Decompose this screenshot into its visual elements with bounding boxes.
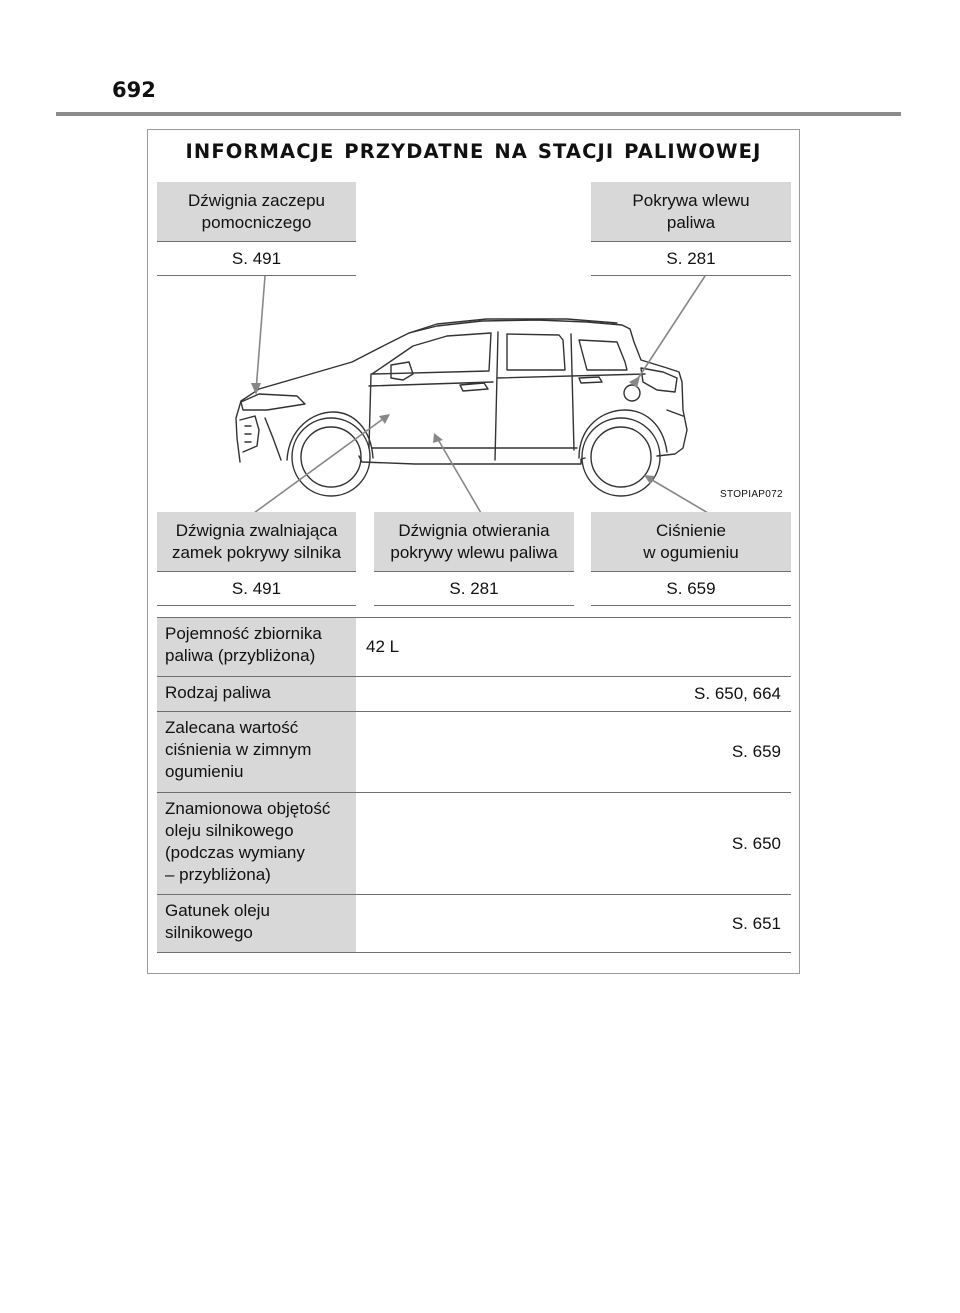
spec-value: S. 659	[731, 742, 781, 761]
spec-table	[157, 617, 791, 953]
callout-fuel-door-opener-page: S. 281	[374, 572, 574, 606]
callout-fuel-door-opener-label: Dźwignia otwierania pokrywy wlewu paliwa	[390, 520, 558, 562]
callout-tire-pressure-page: S. 659	[591, 572, 791, 606]
callout-aux-catch-lever-label: Dźwignia zaczepu pomocniczego	[187, 190, 325, 232]
spec-value: S. 650	[731, 833, 781, 853]
callout-aux-catch-lever-page: S. 491	[157, 242, 356, 276]
callout-tire-pressure	[591, 512, 791, 572]
spec-row-fuel-type	[157, 677, 791, 712]
callout-hood-release-lever-page: S. 491	[157, 572, 356, 606]
callout-fuel-door	[591, 182, 791, 242]
spec-row-fuel-capacity	[157, 618, 791, 677]
spec-value: S. 650, 664	[694, 684, 781, 703]
callout-hood-release-lever	[157, 512, 356, 572]
spec-label: Znamionowa objętość oleju silnikowego (podczas wymiany – przybliżona)	[157, 793, 356, 894]
spec-label: Zalecana wartość ciśnienia w zimnym ogumieniu	[157, 712, 356, 792]
spec-value: S. 651	[731, 913, 781, 933]
callout-aux-catch-lever	[157, 182, 356, 242]
panel-title: INFORMACJE PRZYDATNE NA STACJI PALIWOWEJ	[185, 140, 762, 163]
callout-fuel-door-opener	[374, 512, 574, 572]
callout-tire-pressure-label: Ciśnienie w ogumieniu	[643, 520, 739, 562]
spec-label: Gatunek oleju silnikowego	[157, 895, 356, 952]
spec-row-cold-tire-pressure	[157, 712, 791, 793]
spec-label: Rodzaj paliwa	[157, 677, 356, 711]
callout-fuel-door-page: S. 281	[591, 242, 791, 276]
spec-row-oil-grade	[157, 895, 791, 953]
figure-code: STOPIAP072	[720, 489, 783, 500]
callout-fuel-door-label: Pokrywa wlewu paliwa	[632, 190, 750, 232]
header-rule	[56, 112, 901, 116]
spec-label: Pojemność zbiornika paliwa (przybliżona)	[157, 618, 356, 676]
car-side-illustration	[147, 270, 800, 515]
callout-hood-release-lever-label: Dźwignia zwalniająca zamek pokrywy silnika	[171, 520, 342, 562]
spec-row-oil-capacity	[157, 793, 791, 895]
page-number: 692	[112, 78, 156, 102]
spec-value: 42 L	[366, 637, 400, 656]
